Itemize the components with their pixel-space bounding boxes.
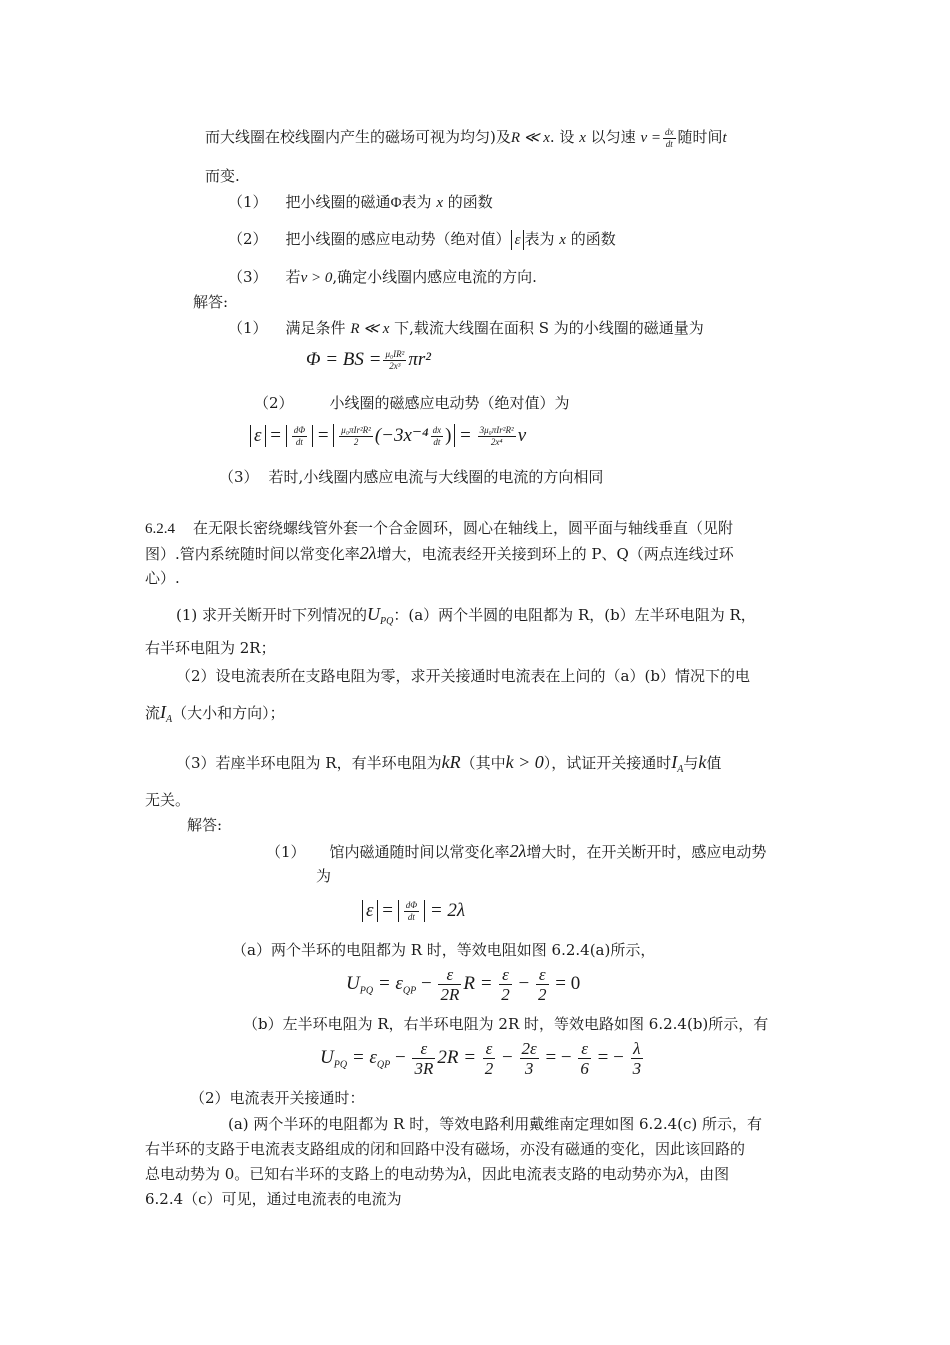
problem-question-2: （2）设电流表所在支路电阻为零，求开关接通时电流表在上问的（a）(b）情况下的电 — [176, 667, 750, 685]
upq-case-b-equation: $U_{PQ} = \varepsilon_{QP}$ − $\frac{\varepsilon}{3R}$ 2R = $\frac{\varepsilon}{2}$ − $\frac{2\varepsilon}{3}$ = − $\frac{\varepsilon}{6}$ = − $\frac{\lambda}{3}$ — [320, 1039, 642, 1078]
answer-1-step-2: （2） 小线圈的磁感应电动势（绝对值）为 — [254, 394, 570, 412]
problem-line-2: 图）.管内系统随时间以常变化率2λ增大，电流表经开关接到环上的 P、Q（两点连线过环 — [145, 543, 734, 563]
answer-2-label: 解答: — [187, 816, 223, 834]
answer-1-label: 解答: — [193, 293, 229, 311]
intro-line-2: 而变. — [205, 167, 240, 185]
answer-2-step-2-line-1: (a) 两个半环的电阻都为 R 时，等效电路利用戴维南定理如图 6.2.4(c) 所示，有 — [228, 1115, 763, 1133]
emf-equation: ε = $\frac{d\Phi}{dt}$ = $\frac{\text{μ₀πIr²R²}}{2}$ (−3x⁻⁴ $\frac{dx}{dt}$ ) = $\frac{\text{3μ₀πIr²R²}}{\text{2x⁴}}$ v — [250, 424, 526, 447]
case-a-text: （a）两个半环的电阻都为 R 时，等效电阻如图 6.2.4(a)所示， — [232, 941, 656, 959]
case-b-text: （b）左半环电阻为 R，右半环电阻为 2R 时，等效电路如图 6.2.4(b)所示，有 — [243, 1015, 769, 1033]
problem-question-3-cont: 无关。 — [145, 791, 191, 809]
answer-2-step-2-line-4: 6.2.4（c）可见，通过电流表的电流为 — [145, 1190, 402, 1208]
answer-1-step-3: （3） 若时,小线圈内感应电流与大线圈的电流的方向相同 — [219, 468, 604, 486]
emf-2lambda-equation: ε = $\frac{d\Phi}{dt}$ = 2λ — [362, 900, 465, 922]
problem-question-1: (1) 求开关断开时下列情况的$U_{PQ}$：(a）两个半圆的电阻都为 R，(b）左半环电阻为 R， — [176, 604, 756, 627]
problem-question-2-cont: 流$I_A$（大小和方向）； — [145, 702, 285, 725]
problem-line-3: 心）. — [145, 569, 180, 587]
question-2: （2） 把小线圈的感应电动势（绝对值） ε 表为 x 的函数 — [228, 230, 616, 248]
answer-2-step-2-line-2: 右半环的支路于电流表支路组成的闭和回路中没有磁场，亦没有磁通的变化，因此该回路的 — [145, 1140, 746, 1158]
question-3: （3） 若v > 0,确定小线圈内感应电流的方向. — [228, 268, 537, 286]
flux-equation: Φ = BS = $\frac{\text{μ₀IR²}}{\text{2x³}}$ πr² — [306, 349, 431, 372]
intro-line-1: 而大线圈在校线圈内产生的磁场可视为均匀)及R ≪ x. 设 x 以匀速 v = $\frac{dx}{dt}$ 随时间t — [205, 126, 727, 149]
problem-question-1-cont: 右半环电阻为 2R； — [145, 639, 276, 657]
problem-question-3: （3）若座半环电阻为 R，有半环电阻为kR（其中k > 0），试证开关接通时$I_A$与k值 — [176, 752, 722, 775]
answer-2-step-2-head: （2）电流表开关接通时： — [190, 1089, 365, 1107]
upq-case-a-equation: $U_{PQ} = \varepsilon_{QP}$ − $\frac{\varepsilon}{2R}$ R = $\frac{\varepsilon}{2}$ − $\frac{\varepsilon}{2}$ = 0 — [346, 965, 581, 1004]
problem-line-1: 6.2.4 在无限长密绕螺线管外套一个合金圆环，圆心在轴线上，圆平面与轴线垂直（见附 — [145, 519, 734, 537]
question-1: （1） 把小线圈的磁通Φ表为 x 的函数 — [228, 193, 493, 211]
answer-2-step-2-line-3: 总电动势为 0。已知右半环的支路上的电动势为λ，因此电流表支路的电动势亦为λ，由图 — [145, 1164, 730, 1183]
answer-2-step-1-cont: 为 — [316, 867, 332, 885]
dx-dt-fraction: $\frac{dx}{dt}$ — [665, 126, 674, 149]
answer-1-step-1: （1） 满足条件 R ≪ x 下,载流大线圈在面积 S 为的小线圈的磁通量为 — [228, 319, 704, 337]
answer-2-step-1: （1） 馆内磁通随时间以常变化率2λ增大时，在开关断开时，感应电动势 — [266, 841, 767, 861]
